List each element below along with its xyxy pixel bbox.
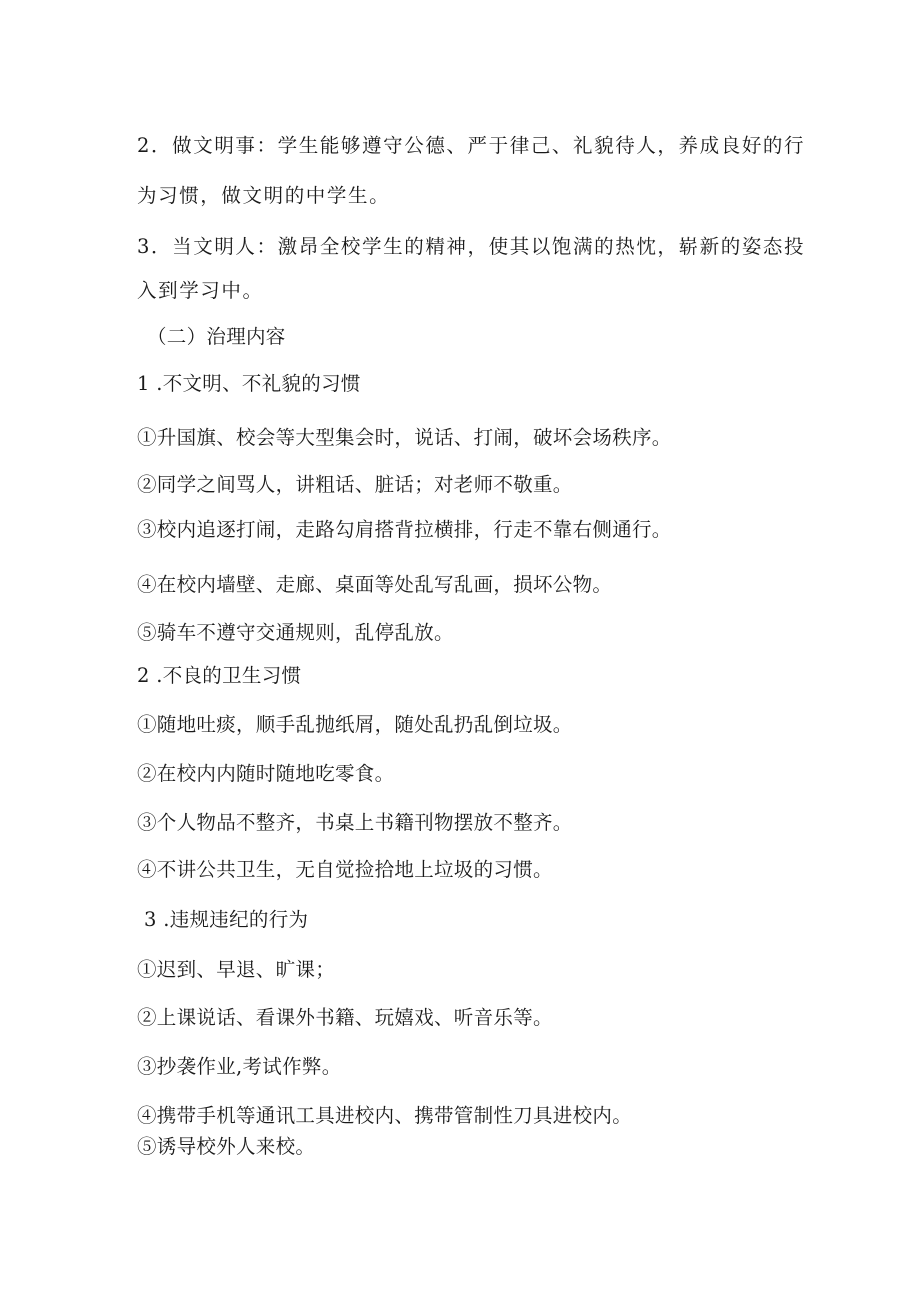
item-2-text-1: 学生能够遵守公德、严于律己、礼貌待人，养成良好的行 [277,134,806,157]
group-3-item-3: ③抄袭作业,考试作弊。 [137,1055,342,1078]
group-3-item-1: ①迟到、早退、旷课； [137,958,336,981]
group-3-item-2: ②上课说话、看课外书籍、玩嬉戏、听音乐等。 [137,1006,553,1029]
group-3-item-4: ④携带手机等通讯工具进校内、携带管制性刀具进校内。 [137,1104,633,1127]
item-2-number: 2 [137,134,152,157]
group-2-item-3: ③个人物品不整齐，书桌上书籍刊物摆放不整齐。 [137,811,573,834]
group-2-item-4: ④不讲公共卫生，无自觉捡拾地上垃圾的习惯。 [137,858,553,881]
item-3-number: 3 [137,235,152,258]
item-3-heading: ．当文明人： [151,235,278,258]
item-2-heading: ．做文明事： [151,134,278,157]
group-1-item-2: ②同学之间骂人，讲粗话、脏话；对老师不敬重。 [137,473,573,496]
group-2-heading: 2 .不良的卫生习惯 [137,664,302,687]
group-3-item-5: ⑤诱导校外人来校。 [137,1135,316,1158]
group-2-item-2: ②在校内内随时随地吃零食。 [137,762,395,785]
group-1-item-1: ①升国旗、校会等大型集会时，说话、打闹，破坏会场秩序。 [137,426,672,449]
item-3-text-1: 激昂全校学生的精神，使其以饱满的热忱，崭新的姿态投 [277,235,806,258]
group-3-heading: 3 .违规违纪的行为 [144,908,309,931]
section-two-title: （二）治理内容 [147,325,286,348]
group-1-item-4: ④在校内墙壁、走廊、桌面等处乱写乱画，损坏公物。 [137,573,613,596]
item-2-line-1 [137,133,805,159]
group-1-heading: 1 .不文明、不礼貌的习惯 [137,372,361,395]
group-2-item-1: ①随地吐痰，顺手乱抛纸屑，随处乱扔乱倒垃圾。 [137,713,573,736]
group-1-item-3: ③校内追逐打闹，走路勾肩搭背拉横排，行走不靠右侧通行。 [137,518,672,541]
group-1-item-5: ⑤骑车不遵守交通规则，乱停乱放。 [137,621,454,644]
item-3-line-2: 入到学习中。 [137,279,264,302]
item-2-line-2: 为习惯，做文明的中学生。 [137,184,391,207]
item-3-line-1 [137,234,805,260]
